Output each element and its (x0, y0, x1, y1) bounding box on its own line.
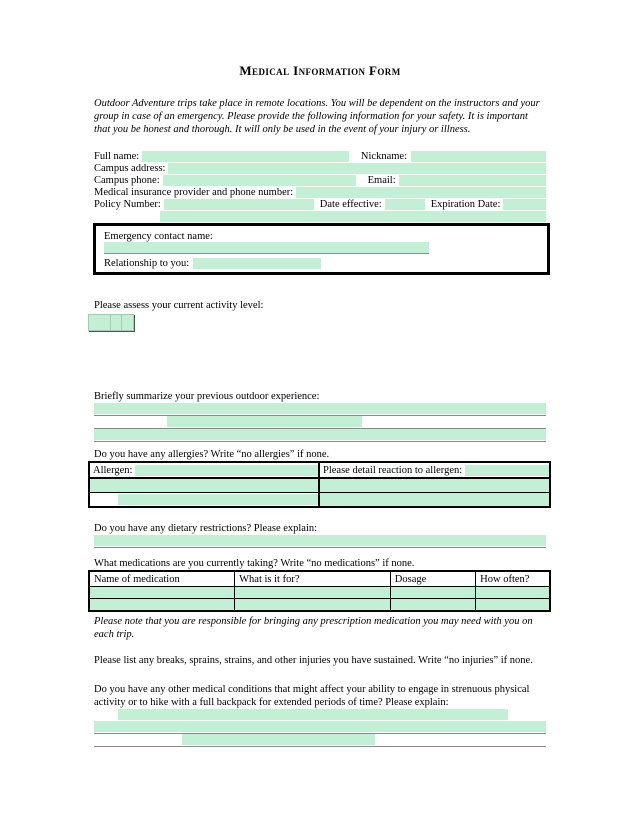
experience-answer-field[interactable] (167, 416, 362, 427)
personal-info-section (94, 150, 546, 222)
activity-level-cell[interactable] (111, 315, 122, 331)
dietary-answer-field[interactable] (94, 535, 546, 546)
intro-paragraph: Outdoor Adventure trips take place in remote locations. You will be dependent on the instructors and your group in case of an emergency. Please provide the following information for your safety. It is important that you be honest and thorough. It will only be used in the event of your injury or illness. (94, 98, 540, 135)
medication-purpose-cell[interactable] (235, 599, 391, 612)
insurance-label: Medical insurance provider and phone number: (94, 186, 294, 198)
experience-prompt: Briefly summarize your previous outdoor experience: (94, 391, 320, 402)
conditions-answer-field[interactable] (94, 721, 546, 732)
insurance-field[interactable] (296, 187, 546, 198)
answer-line (94, 429, 546, 442)
campus-phone-field[interactable] (163, 175, 356, 186)
relationship-field[interactable] (193, 258, 321, 269)
policy-row (94, 198, 546, 210)
reaction-header-field[interactable] (465, 465, 549, 476)
campus-address-field[interactable] (168, 163, 546, 174)
activity-level-cell[interactable] (122, 315, 134, 331)
allergen-label: Allergen: (93, 464, 133, 476)
answer-line (94, 403, 546, 416)
campus-phone-row (94, 174, 546, 186)
medication-dosage-cell[interactable] (390, 587, 475, 599)
full-name-row (94, 150, 546, 162)
answer-line (94, 535, 546, 548)
policy-number-field[interactable] (164, 199, 314, 210)
medication-frequency-cell[interactable] (476, 599, 550, 612)
campus-phone-label: Campus phone: (94, 174, 160, 186)
medication-col-header: Name of medication (89, 571, 235, 587)
allergen-header-field[interactable] (135, 465, 318, 476)
campus-address-label: Campus address: (94, 162, 166, 174)
emergency-contact-name-label: Emergency contact name: (104, 231, 213, 242)
nickname-field[interactable] (411, 151, 546, 162)
prescription-note: Please note that you are responsible for bringing any prescription medication you may need with you on each trip. (94, 616, 533, 640)
medication-frequency-cell[interactable] (476, 587, 550, 599)
activity-level-table (88, 314, 134, 331)
allergen-cell-field[interactable] (118, 494, 318, 505)
conditions-answer-field[interactable] (118, 709, 508, 720)
medications-table (88, 570, 551, 612)
expiration-date-label: Expiration Date: (430, 198, 501, 210)
reaction-cell[interactable] (319, 493, 550, 508)
answer-line (94, 416, 546, 429)
medication-name-cell[interactable] (89, 599, 235, 612)
email-label: Email: (367, 174, 396, 186)
relationship-label: Relationship to you: (104, 257, 190, 269)
campus-address-row (94, 162, 546, 174)
experience-answer-block (94, 403, 546, 442)
insurance-row (94, 186, 546, 198)
conditions-answer-field[interactable] (182, 734, 375, 745)
medication-col-header: Dosage (390, 571, 475, 587)
allergen-table (88, 461, 551, 508)
emergency-contact-name-field[interactable] (104, 242, 429, 254)
medication-col-header: What is it for? (235, 571, 391, 587)
relationship-row (104, 257, 547, 269)
medical-conditions-prompt: Do you have any other medical conditions that might affect your ability to engage in strenuous physical activity or to hike with a full backpack for extended periods of time? Please explain: (94, 684, 530, 708)
page-title: Medical Information Form (239, 63, 401, 78)
injuries-prompt: Please list any breaks, sprains, strains, and other injuries you have sustained. Write “no injuries” if none. (94, 655, 533, 666)
reaction-cell[interactable] (319, 478, 550, 493)
medication-purpose-cell[interactable] (235, 587, 391, 599)
emergency-contact-box (93, 223, 550, 275)
nickname-label: Nickname: (360, 150, 407, 162)
date-effective-label: Date effective: (319, 198, 382, 210)
answer-line (94, 721, 546, 734)
medications-prompt: What medications are you currently taking? Write “no medications” if none. (94, 558, 415, 569)
experience-answer-field[interactable] (94, 429, 546, 440)
expiration-date-field[interactable] (503, 199, 546, 210)
policy-overflow-field[interactable] (160, 211, 546, 222)
full-name-field[interactable] (142, 151, 349, 162)
activity-level-prompt: Please assess your current activity level: (94, 300, 264, 311)
full-name-label: Full name: (94, 150, 140, 162)
date-effective-field[interactable] (385, 199, 425, 210)
policy-number-label: Policy Number: (94, 198, 161, 210)
medication-name-cell[interactable] (89, 587, 235, 599)
policy-overflow-row (94, 210, 546, 222)
experience-answer-field[interactable] (94, 403, 546, 414)
activity-level-cell[interactable] (89, 315, 111, 331)
allergen-cell[interactable] (89, 478, 319, 493)
conditions-answer-block (94, 709, 546, 747)
reaction-label: Please detail reaction to allergen: (323, 464, 463, 476)
allergies-prompt: Do you have any allergies? Write “no allergies” if none. (94, 449, 330, 460)
email-field[interactable] (399, 175, 546, 186)
medication-dosage-cell[interactable] (390, 599, 475, 612)
answer-line (94, 709, 546, 721)
medication-col-header: How often? (476, 571, 550, 587)
dietary-prompt: Do you have any dietary restrictions? Please explain: (94, 523, 318, 534)
answer-line (94, 734, 546, 747)
